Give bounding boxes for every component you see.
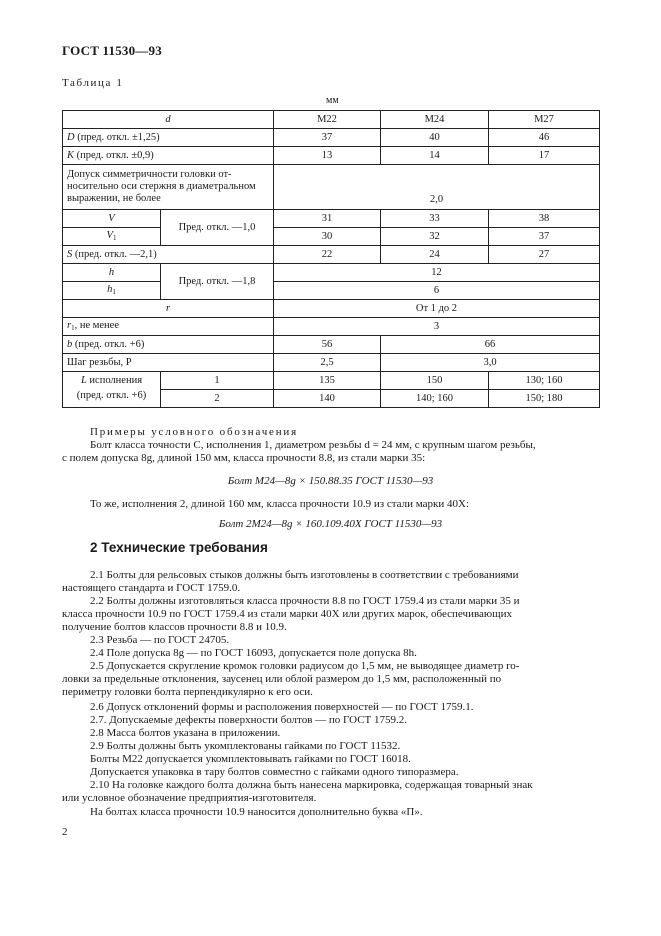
row-label-r1: $r_1$, не менее — [63, 318, 274, 336]
table-row — [63, 300, 600, 318]
paragraph-line: 2.9 Болты должны быть укомплектованы гайками по ГОСТ 11532. — [90, 740, 401, 752]
exec-number: 1 — [161, 372, 274, 390]
col-header-m24: M24 — [381, 111, 489, 129]
examples-title: Примеры условного обозначения — [90, 426, 298, 438]
table-cell: 37 — [489, 228, 600, 246]
table-cell: 22 — [274, 246, 381, 264]
row-label-V: V — [63, 210, 161, 228]
table-row — [63, 318, 600, 336]
table-row — [63, 246, 600, 264]
table-row — [63, 354, 600, 372]
table-row — [63, 147, 600, 165]
table-cell: 3,0 — [381, 354, 600, 372]
table-row — [63, 228, 600, 246]
tolerance-V: Пред. откл. —1,0 — [161, 210, 274, 246]
table-cell: 6 — [274, 282, 600, 300]
table-cell: 150; 180 — [489, 390, 600, 408]
paragraph-line: Болты М22 допускается укомплектовывать гайками по ГОСТ 16018. — [90, 753, 411, 765]
table-cell: 38 — [489, 210, 600, 228]
designation-1: Болт М24—8g × 150.88.35 ГОСТ 11530—93 — [227, 475, 434, 487]
paragraph-line: 2.6 Допуск отклонений формы и расположения поверхностей — по ГОСТ 1759.1. — [90, 701, 474, 713]
table-cell: 2,0 — [274, 165, 600, 210]
example1-line1: Болт класса точности С, исполнения 1, диаметром резьбы d = 24 мм, с крупным шагом резьбы, — [90, 439, 536, 451]
page-number: 2 — [62, 826, 68, 838]
table-cell: 140 — [274, 390, 381, 408]
table-cell: 30 — [274, 228, 381, 246]
table-cell: 66 — [381, 336, 600, 354]
table-cell: 140; 160 — [381, 390, 489, 408]
table-cell: 130; 160 — [489, 372, 600, 390]
paragraph-line: Допускается упаковка в тару болтов совместно с гайками одного типоразмера. — [90, 766, 459, 778]
unit-label: мм — [326, 95, 339, 106]
table-cell: 33 — [381, 210, 489, 228]
row-label-thread-pitch: Шаг резьбы, P — [63, 354, 274, 372]
paragraph-line: На болтах класса прочности 10.9 наносится дополнительно буква «П». — [90, 806, 423, 818]
paragraph-line: 2.2 Болты должны изготовляться класса прочности 8.8 по ГОСТ 1759.4 из стали марки 35 и — [90, 595, 520, 607]
paragraph-line: ловки за предельные отклонения, заусенец или облой размером до 1,5 мм, расположенный по — [62, 673, 502, 685]
row-label-symmetry-tolerance: Допуск симметричности головки от- носительно оси стержня в диаметральном выражении, не более — [63, 165, 274, 210]
document-header: ГОСТ 11530—93 — [62, 43, 162, 58]
example2-text: То же, исполнения 2, длиной 160 мм, класса прочности 10.9 из стали марки 40Х: — [90, 498, 470, 510]
table-row — [63, 372, 600, 390]
table-cell: 46 — [489, 129, 600, 147]
designation-2: Болт 2М24—8g × 160.109.40Х ГОСТ 11530—93 — [218, 518, 443, 530]
paragraph-line: получение болтов классов прочности 8.8 и 10.9. — [62, 621, 287, 633]
table-caption: Таблица 1 — [62, 77, 124, 89]
table-row — [63, 264, 600, 282]
section-title: 2 Технические требования — [90, 540, 268, 555]
paragraph-line: или условное обозначение предприятия-изготовителя. — [62, 792, 317, 804]
row-label-V1: $V_1$ — [63, 228, 161, 246]
row-label-h: h — [63, 264, 161, 282]
dimensions-table — [62, 110, 600, 408]
row-label-r: r — [63, 300, 274, 318]
paragraph-line: 2.1 Болты для рельсовых стыков должны быть изготовлены в соответствии с требованиями — [90, 569, 519, 581]
paragraph-line: 2.8 Масса болтов указана в приложении. — [90, 727, 281, 739]
example1-line2: с полем допуска 8g, длиной 150 мм, класса прочности 8.8, из стали марки 35: — [62, 452, 426, 464]
table-row — [63, 165, 600, 210]
table-cell: 40 — [381, 129, 489, 147]
table-cell: 150 — [381, 372, 489, 390]
paragraph-line: 2.4 Поле допуска 8g — по ГОСТ 16093, допускается поле допуска 8h. — [90, 647, 417, 659]
row-label-L: L исполнения — [63, 372, 161, 390]
exec-number: 2 — [161, 390, 274, 408]
table-cell: 14 — [381, 147, 489, 165]
row-label-K: K (пред. откл. ±0,9) — [63, 147, 274, 165]
paragraph-line: 2.3 Резьба — по ГОСТ 24705. — [90, 634, 230, 646]
table-row — [63, 210, 600, 228]
table-row — [63, 129, 600, 147]
d-header: d — [63, 111, 274, 129]
table-cell: 13 — [274, 147, 381, 165]
table-cell: 17 — [489, 147, 600, 165]
table-cell: 3 — [274, 318, 600, 336]
table-row — [63, 111, 600, 129]
row-label-b: b (пред. откл. +6) — [63, 336, 274, 354]
table-cell: 31 — [274, 210, 381, 228]
table-cell: 56 — [274, 336, 381, 354]
tolerance-h: Пред. откл. —1,8 — [161, 264, 274, 300]
row-label-L-note: (пред. откл. +6) — [63, 390, 161, 408]
table-cell: 2,5 — [274, 354, 381, 372]
col-header-m27: M27 — [489, 111, 600, 129]
paragraph-line: класса прочности 10.9 по ГОСТ 1759.4 из стали марки 40Х или других марок, обеспечивающих — [62, 608, 512, 620]
row-label-S: S (пред. откл. —2,1) — [63, 246, 274, 264]
table-cell: 24 — [381, 246, 489, 264]
table-cell: 12 — [274, 264, 600, 282]
table-row — [63, 282, 600, 300]
paragraph-line: настоящего стандарта и ГОСТ 1759.0. — [62, 582, 241, 594]
table-cell: 27 — [489, 246, 600, 264]
table-cell: 32 — [381, 228, 489, 246]
row-label-D: D (пред. откл. ±1,25) — [63, 129, 274, 147]
col-header-m22: M22 — [274, 111, 381, 129]
table-cell: 37 — [274, 129, 381, 147]
table-row — [63, 390, 600, 408]
paragraph-line: периметру головки болта перпендикулярно к его оси. — [62, 686, 313, 698]
table-row — [63, 336, 600, 354]
paragraph-line: 2.10 На головке каждого болта должна быть нанесена маркировка, содержащая товарный знак — [90, 779, 533, 791]
paragraph-line: 2.5 Допускается скругление кромок головки радиусом до 1,5 мм, не выводящее диаметр го- — [90, 660, 520, 672]
paragraph-line: 2.7. Допускаемые дефекты поверхности болтов — по ГОСТ 1759.2. — [90, 714, 408, 726]
table-cell: От 1 до 2 — [274, 300, 600, 318]
table-cell: 135 — [274, 372, 381, 390]
row-label-h1: $h_1$ — [63, 282, 161, 300]
